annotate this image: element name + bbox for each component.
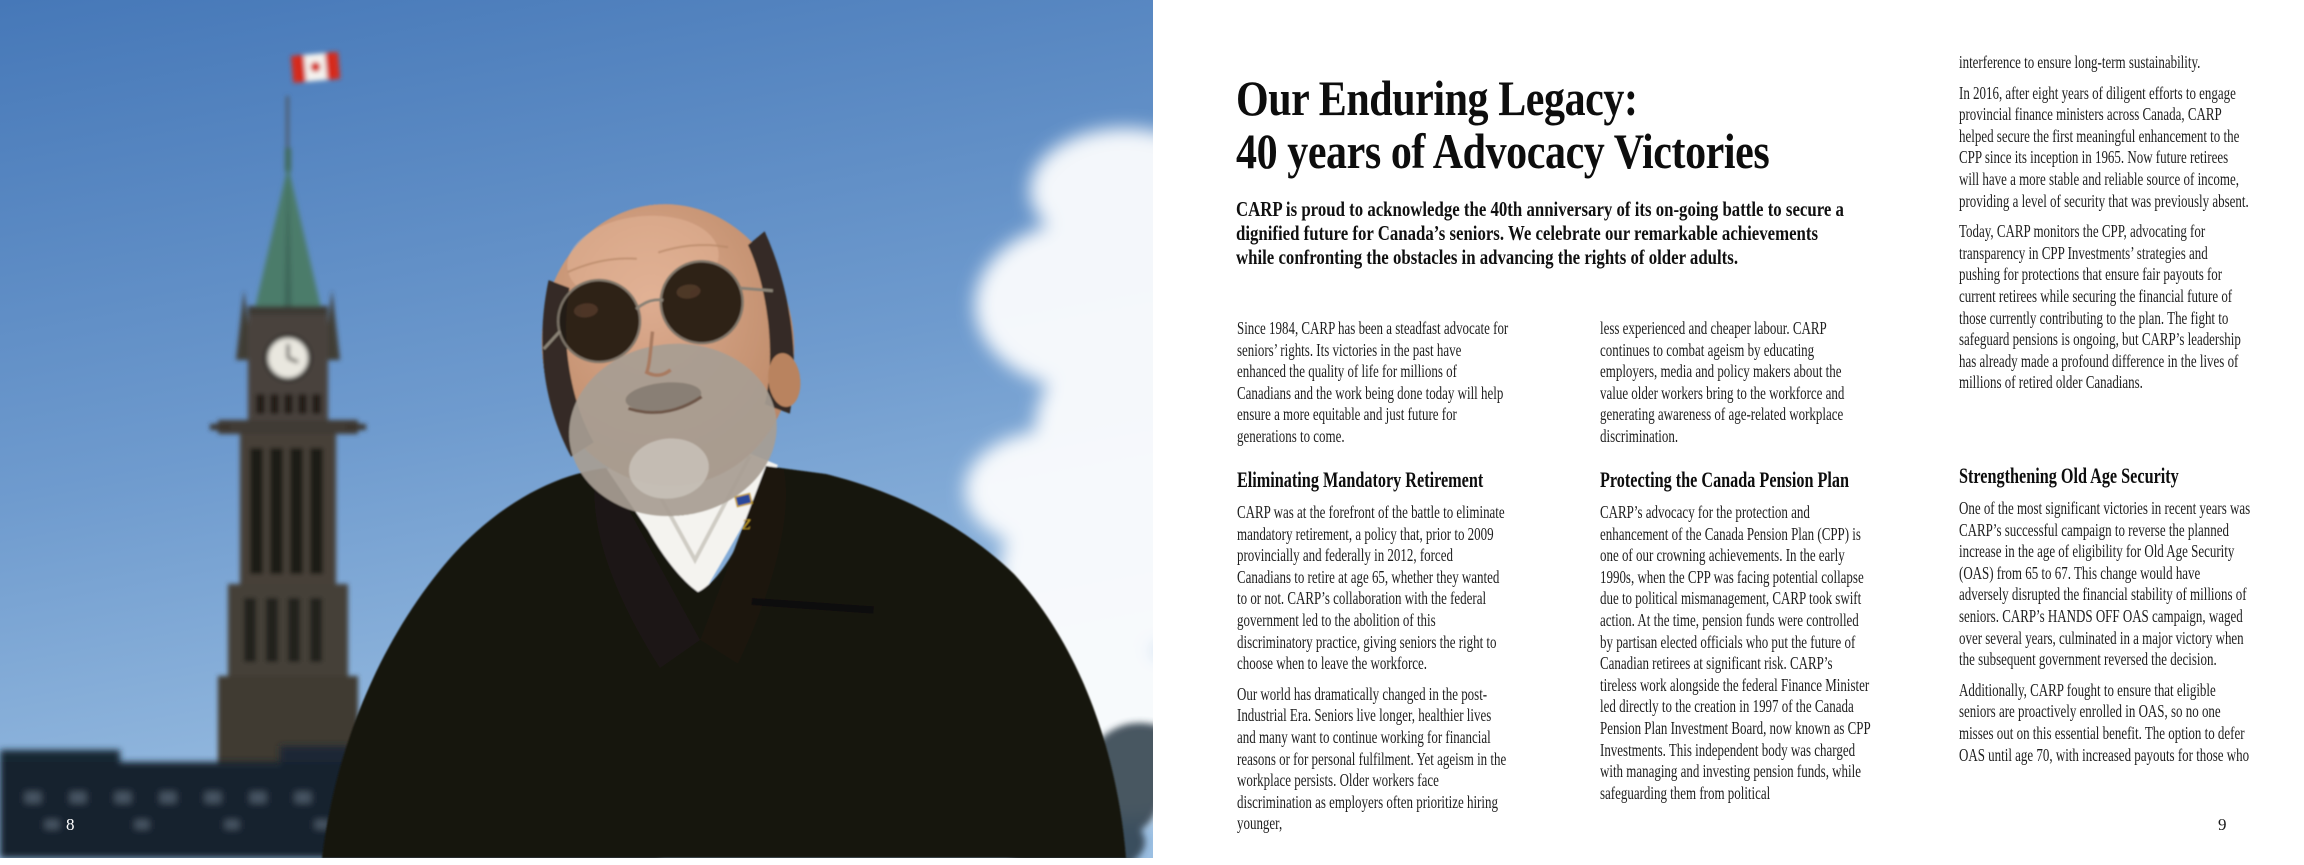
column-2-section bbox=[1600, 467, 1978, 813]
column-1-top bbox=[1237, 318, 1615, 457]
section-heading-old-age-security: Strengthening Old Age Security bbox=[1959, 463, 2179, 488]
paragraph: In 2016, after eight years of diligent efforts to engage provincial finance ministers across Canada, CARP helped secure the first meaningful enhancement to the CPP since its inception in 1965. Now future retirees will have a more stable and reliable source of income, providing a level of security that was previously absent. bbox=[1959, 82, 2249, 211]
intro-deck bbox=[1236, 198, 1866, 269]
section-heading-mandatory-retirement: Eliminating Mandatory Retirement bbox=[1237, 467, 1484, 492]
paragraph: interference to ensure long-term sustainability. bbox=[1959, 52, 2201, 72]
canada-flag-icon bbox=[291, 52, 340, 83]
page-title-line1: Our Enduring Legacy: bbox=[1236, 70, 1638, 126]
page-number-left: 8 bbox=[66, 815, 75, 834]
page-title-line2: 40 years of Advocacy Victories bbox=[1236, 123, 1770, 179]
intro-deck-text: CARP is proud to acknowledge the 40th anniversary of its on-going battle to secure a dignified future for Canada’s seniors. We celebrate our remarkable achievements while confronting the obstacles in advancing the rights of older adults. bbox=[1236, 197, 1844, 269]
page-title bbox=[1236, 72, 1769, 178]
paragraph: Our world has dramatically changed in the post-Industrial Era. Seniors live longer, healthier lives and many want to continue working for financial reasons or for personal fulfilment. Yet ageism in the workplace persists. Older workers face discrimination as employers often prioritize hiring younger, bbox=[1237, 683, 1507, 834]
column-2-top bbox=[1600, 318, 1978, 457]
page-number-right: 9 bbox=[2218, 815, 2227, 834]
paragraph: Additionally, CARP fought to ensure that eligible seniors are proactively enrolled in OAS, so no one misses out on this essential benefit. The option to defer OAS until age 70, with increased payouts for those who bbox=[1959, 679, 2250, 765]
column-1-section bbox=[1237, 467, 1615, 844]
photo-region bbox=[0, 0, 1153, 858]
svg-text:Z: Z bbox=[742, 517, 751, 533]
paragraph: Since 1984, CARP has been a steadfast advocate for seniors’ rights. Its victories in the past have enhanced the quality of life for millions of Canadians and the work being done today will help ensure a more equitable and just future for generations to come. bbox=[1237, 318, 1509, 446]
section-heading-canada-pension-plan: Protecting the Canada Pension Plan bbox=[1600, 467, 1850, 492]
column-3-section bbox=[1959, 463, 2304, 775]
paragraph: CARP’s advocacy for the protection and enhancement of the Canada Pension Plan (CPP) is one of our crowning achievements. In the early 1990s, when the CPP was facing potential collapse due to political mismanagement, CARP took swift action. At the time, pension funds were controlled by partisan elected officials who put the future of Canadian retirees at significant risk. CARP’s tireless work alongside the federal Finance Minister led directly to the creation in 1997 of the Canada Pension Plan Investment Board, now known as CPP Investments. This independent body was charged with managing and investing pension funds, while safeguarding them from political bbox=[1600, 502, 1871, 803]
paragraph: One of the most significant victories in recent years was CARP’s successful campaign to reverse the planned increase in the age of eligibility for Old Age Security (OAS) from 65 to 67. This change would have adversely disrupted the financial stability of millions of seniors. CARP’s HANDS OFF OAS campaign, waged over several years, culminated in a major victory when the subsequent government reversed the decision. bbox=[1959, 498, 2251, 670]
portrait-photo-illustration bbox=[0, 0, 1153, 858]
column-3-top bbox=[1959, 52, 2304, 403]
paragraph: Today, CARP monitors the CPP, advocating for transparency in CPP Investments’ strategies and pushing for protections that ensure fair payouts for current retirees while securing the financial future of those currently contributing to the plan. The fight to safeguard pensions is ongoing, but CARP’s leadership has already made a profound difference in the lives of millions of retired older Canadians. bbox=[1959, 221, 2241, 393]
paragraph: less experienced and cheaper labour. CARP continues to combat ageism by educating employers, media and policy makers about the value older workers bring to the workforce and generating awareness of age-related workplace discrimination. bbox=[1600, 318, 1845, 446]
paragraph: CARP was at the forefront of the battle to eliminate mandatory retirement, a policy that, prior to 2009 provincially and federally in 2012, forced Canadians to retire at age 65, whether they wanted to or not. CARP’s collaboration with the federal government led to the abolition of this discriminatory practice, giving seniors the right to choose when to leave the workforce. bbox=[1237, 502, 1505, 674]
